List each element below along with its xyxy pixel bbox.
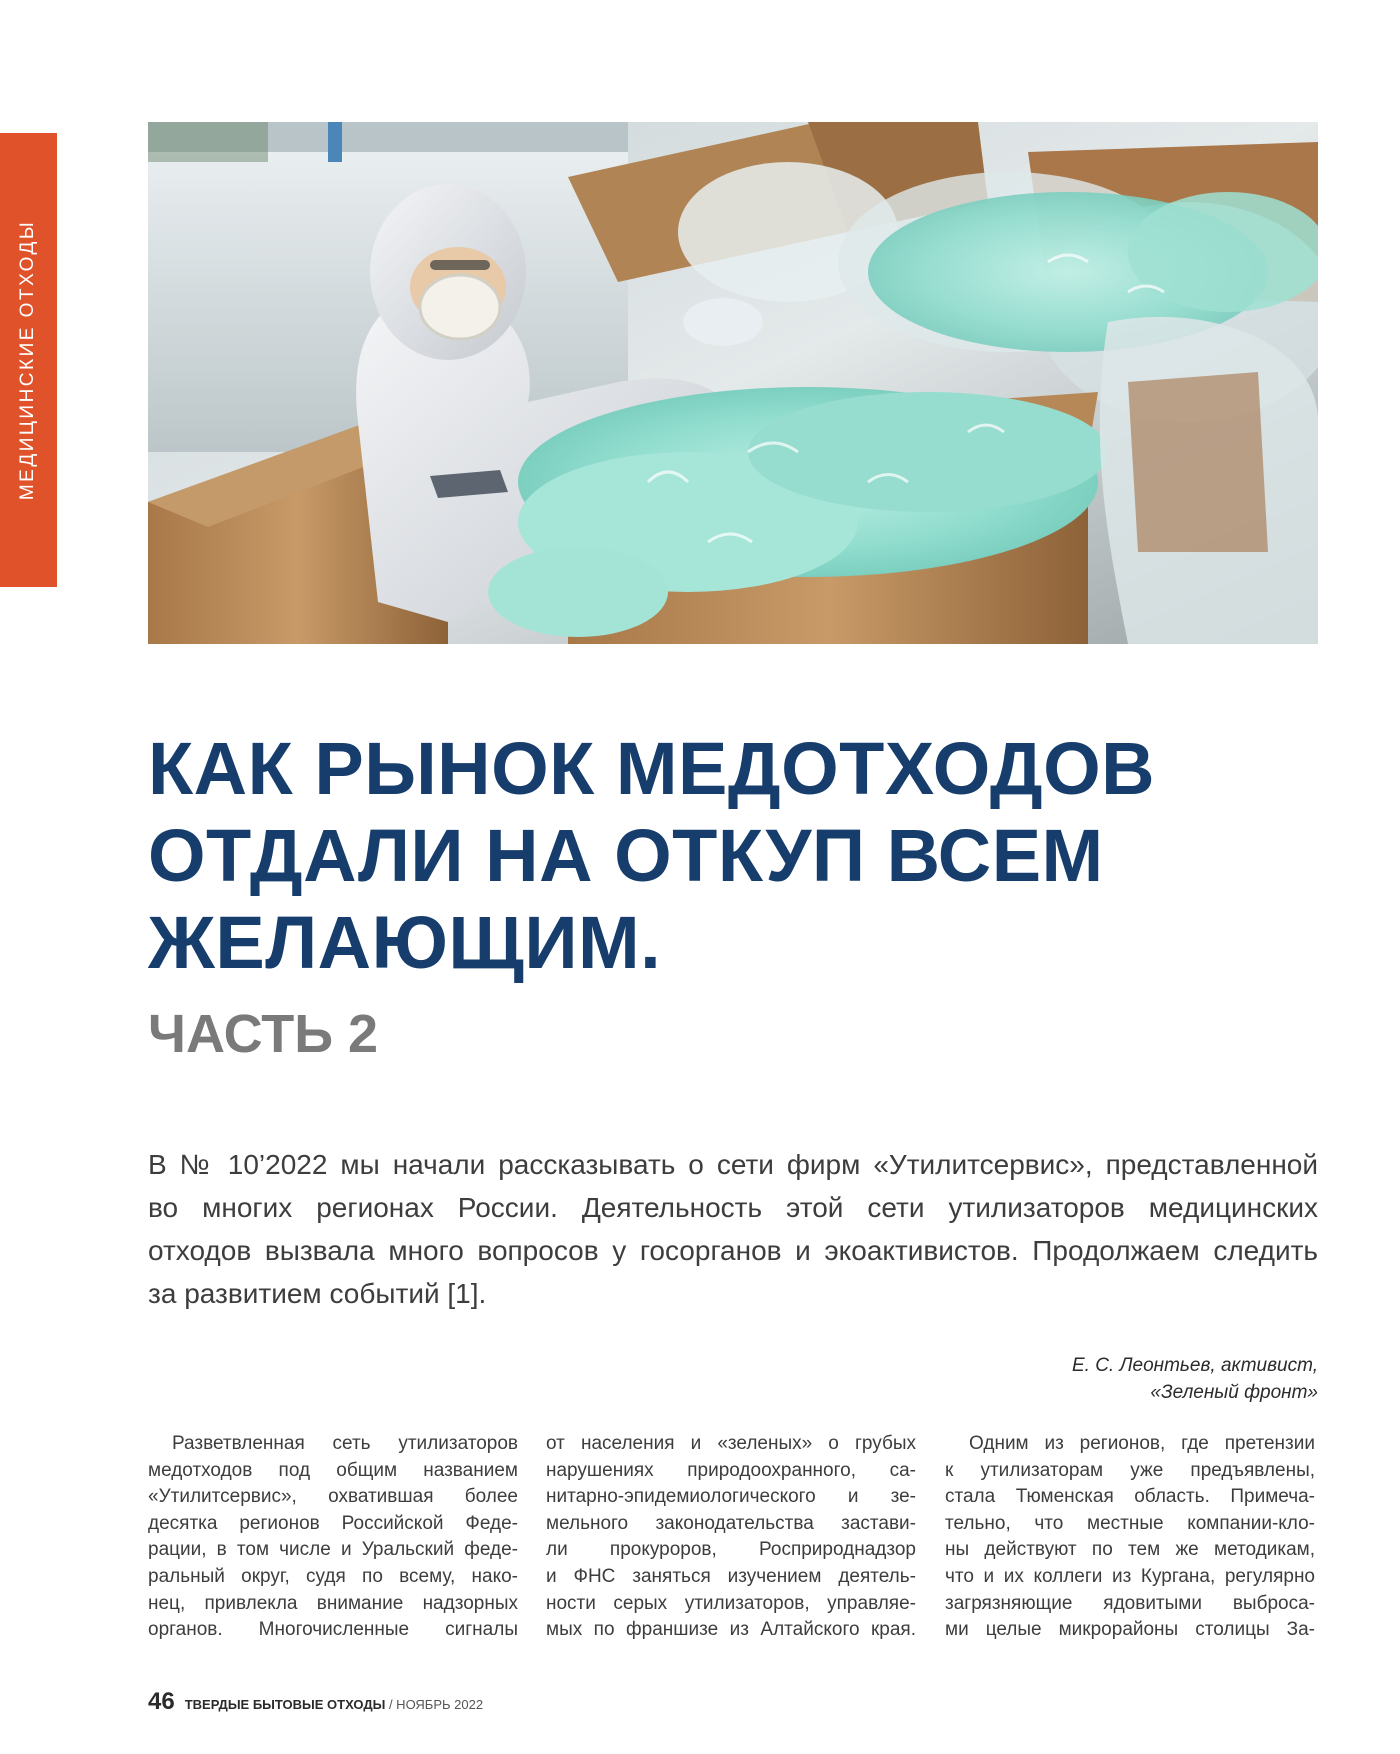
body-line: нец, привлекла внимание надзорных bbox=[148, 1592, 518, 1614]
body-column-2 bbox=[546, 1431, 916, 1644]
body-line: ми целые микрорайоны столицы За- bbox=[945, 1619, 1315, 1641]
author-line: Е. С. Леонтьев, активист, bbox=[1071, 1355, 1318, 1376]
body-line: что и их коллеги из Кургана, регулярно bbox=[945, 1565, 1315, 1587]
page-number: 46 bbox=[148, 1688, 175, 1715]
body-line: стала Тюменская область. Примеча- bbox=[945, 1486, 1315, 1508]
article-title-line: КАК РЫНОК МЕДОТХОДОВ bbox=[148, 727, 1156, 810]
lead-line: В № 10’2022 мы начали рассказывать о сети фирм «Утилитсервис», представленной bbox=[148, 1149, 1318, 1180]
hero-photo-illustration bbox=[148, 122, 1318, 644]
body-line: мых по франшизе из Алтайского края. bbox=[546, 1619, 916, 1641]
body-line: нарушениях природоохранного, са- bbox=[546, 1459, 916, 1481]
body-line: десятка регионов Российской Феде- bbox=[148, 1512, 518, 1534]
body-line: и ФНС заняться изучением деятель- bbox=[546, 1565, 916, 1587]
body-line: органов. Многочисленные сигналы bbox=[148, 1619, 518, 1641]
body-column-1 bbox=[148, 1431, 518, 1644]
article-title-line: ЖЕЛАЮЩИМ. bbox=[148, 901, 662, 984]
lead-paragraph bbox=[148, 1143, 1318, 1315]
article-subtitle: ЧАСТЬ 2 bbox=[148, 1004, 379, 1064]
body-line: от населения и «зеленых» о грубых bbox=[546, 1433, 916, 1454]
body-column-3 bbox=[945, 1431, 1315, 1644]
page-footer bbox=[148, 1688, 483, 1716]
lead-line: за развитием событий [1]. bbox=[148, 1278, 487, 1309]
body-line: загрязняющие ядовитыми выброса- bbox=[945, 1592, 1315, 1614]
body-line: ности серых утилизаторов, управляе- bbox=[546, 1592, 916, 1614]
article-title bbox=[148, 725, 1318, 986]
lead-line: во многих регионах России. Деятельность этой сети утилизаторов медицинских bbox=[148, 1192, 1318, 1223]
body-line: рации, в том числе и Уральский феде- bbox=[148, 1539, 518, 1561]
body-line: Разветвленная сеть утилизаторов bbox=[172, 1433, 518, 1454]
magazine-name: ТВЕРДЫЕ БЫТОВЫЕ ОТХОДЫ bbox=[184, 1697, 386, 1712]
issue-date: / НОЯБРЬ 2022 bbox=[385, 1697, 484, 1712]
body-line: ли прокуроров, Росприроднадзор bbox=[546, 1539, 916, 1561]
hero-photo bbox=[148, 122, 1318, 644]
body-line: ны действуют по тем же методикам, bbox=[945, 1539, 1315, 1561]
section-tab-label: МЕДИЦИНСКИЕ ОТХОДЫ bbox=[17, 219, 38, 501]
body-line: Одним из регионов, где претензии bbox=[969, 1433, 1315, 1454]
body-line: ральный округ, судя по всему, нако- bbox=[148, 1565, 518, 1587]
body-line: нитарно-эпидемиологического и зе- bbox=[546, 1486, 916, 1508]
author-byline bbox=[1072, 1352, 1318, 1406]
lead-line: отходов вызвала много вопросов у госорганов и экоактивистов. Продолжаем следить bbox=[148, 1235, 1318, 1266]
body-line: тельно, что местные компании-кло- bbox=[945, 1512, 1315, 1534]
body-line: медотходов под общим названием bbox=[148, 1459, 518, 1481]
body-line: мельного законодательства застави- bbox=[546, 1512, 916, 1534]
body-line: к утилизаторам уже предъявлены, bbox=[945, 1459, 1315, 1481]
author-line: «Зеленый фронт» bbox=[1150, 1382, 1318, 1403]
body-line: «Утилитсервис», охватившая более bbox=[148, 1486, 518, 1508]
article-title-line: ОТДАЛИ НА ОТКУП ВСЕМ bbox=[148, 814, 1104, 897]
